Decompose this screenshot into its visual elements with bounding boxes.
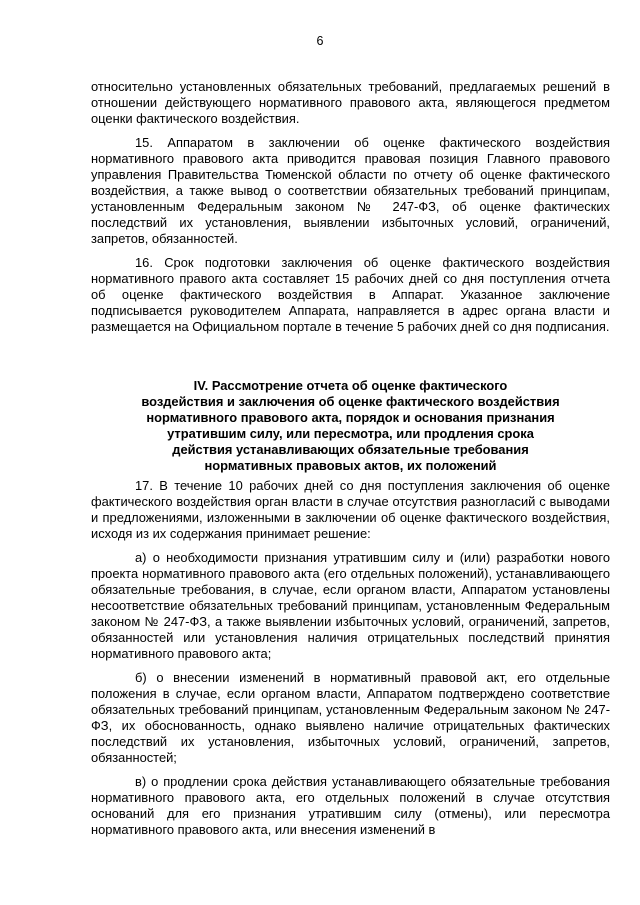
paragraph-15: 15. Аппаратом в заключении об оценке фактического воздействия нормативного правового акта приводится правовая позиция Главного правового управления Правительства Тюменской области по отчету об оценке фактического воздействия, а также вывод о соответствии обязательных требований принципам, установленным Федеральным законом № 247-ФЗ, об оценке фактических последствий их установления, выявлении избыточных условий, ограничений, запретов, обязанностей. xyxy=(91,135,610,246)
heading-line: нормативных правовых актов, их положений xyxy=(204,458,497,473)
heading-line: IV. Рассмотрение отчета об оценке фактического xyxy=(193,378,508,393)
page-number: 6 xyxy=(316,34,324,48)
paragraph-17-a: а) о необходимости признания утратившим силу и (или) разработки нового проекта нормативного правового акта (его отдельных положений), устанавливающего обязательные требования, в случае, если органом власти, Аппаратом установлены несоответствие обязательных требований принципам, установленным Федеральным законом № 247-ФЗ, а также выявлении избыточных условий, ограничений, запретов, обязанностей или установления наличия отрицательных последствий принятия нормативного правового акта; xyxy=(91,550,610,661)
paragraph-17-b: б) о внесении изменений в нормативный правовой акт, его отдельные положения в случае, если органом власти, Аппаратом подтверждено соответствие обязательных требований принципам, установленным Федеральным законом № 247-ФЗ, их обоснованность, однако выявлено наличие отрицательных фактических последствий их установления, избыточных условий, ограничений, запретов, обязанностей; xyxy=(91,670,610,765)
paragraph-17-v: в) о продлении срока действия устанавливающего обязательные требования нормативного правового акта, его отдельных положений в случае отсутствия оснований для его признания утратившим силу (отмены), или пересмотра нормативного правового акта, или внесения изменений в xyxy=(91,774,610,837)
heading-line: утратившим силу, или пересмотра, или продления срока xyxy=(167,426,534,441)
document-body-bottom xyxy=(91,478,610,838)
document-body-top xyxy=(91,79,610,335)
heading-line: нормативного правового акта, порядок и основания признания xyxy=(146,410,555,425)
heading-line: воздействия и заключения об оценке фактического воздействия xyxy=(141,394,560,409)
paragraph-continuation: относительно установленных обязательных требований, предлагаемых решений в отношении действующего нормативного правового акта, являющегося предметом оценки фактического воздействия. xyxy=(91,79,610,126)
paragraph-17: 17. В течение 10 рабочих дней со дня поступления заключения об оценке фактического воздействия орган власти в случае отсутствия разногласий с выводами и предложениями, изложенными в заключении об оценке фактического воздействия, исходя из их содержания принимает решение: xyxy=(91,478,610,541)
heading-line: действия устанавливающих обязательные требования xyxy=(172,442,529,457)
section-heading-iv xyxy=(91,378,610,474)
paragraph-16: 16. Срок подготовки заключения об оценке фактического воздействия нормативного правого акта составляет 15 рабочих дней со дня поступления отчета об оценке фактического воздействия в Аппарат. Указанное заключение подписывается руководителем Аппарата, направляется в адрес органа власти и размещается на Официальном портале в течение 5 рабочих дней со дня подписания. xyxy=(91,255,610,334)
